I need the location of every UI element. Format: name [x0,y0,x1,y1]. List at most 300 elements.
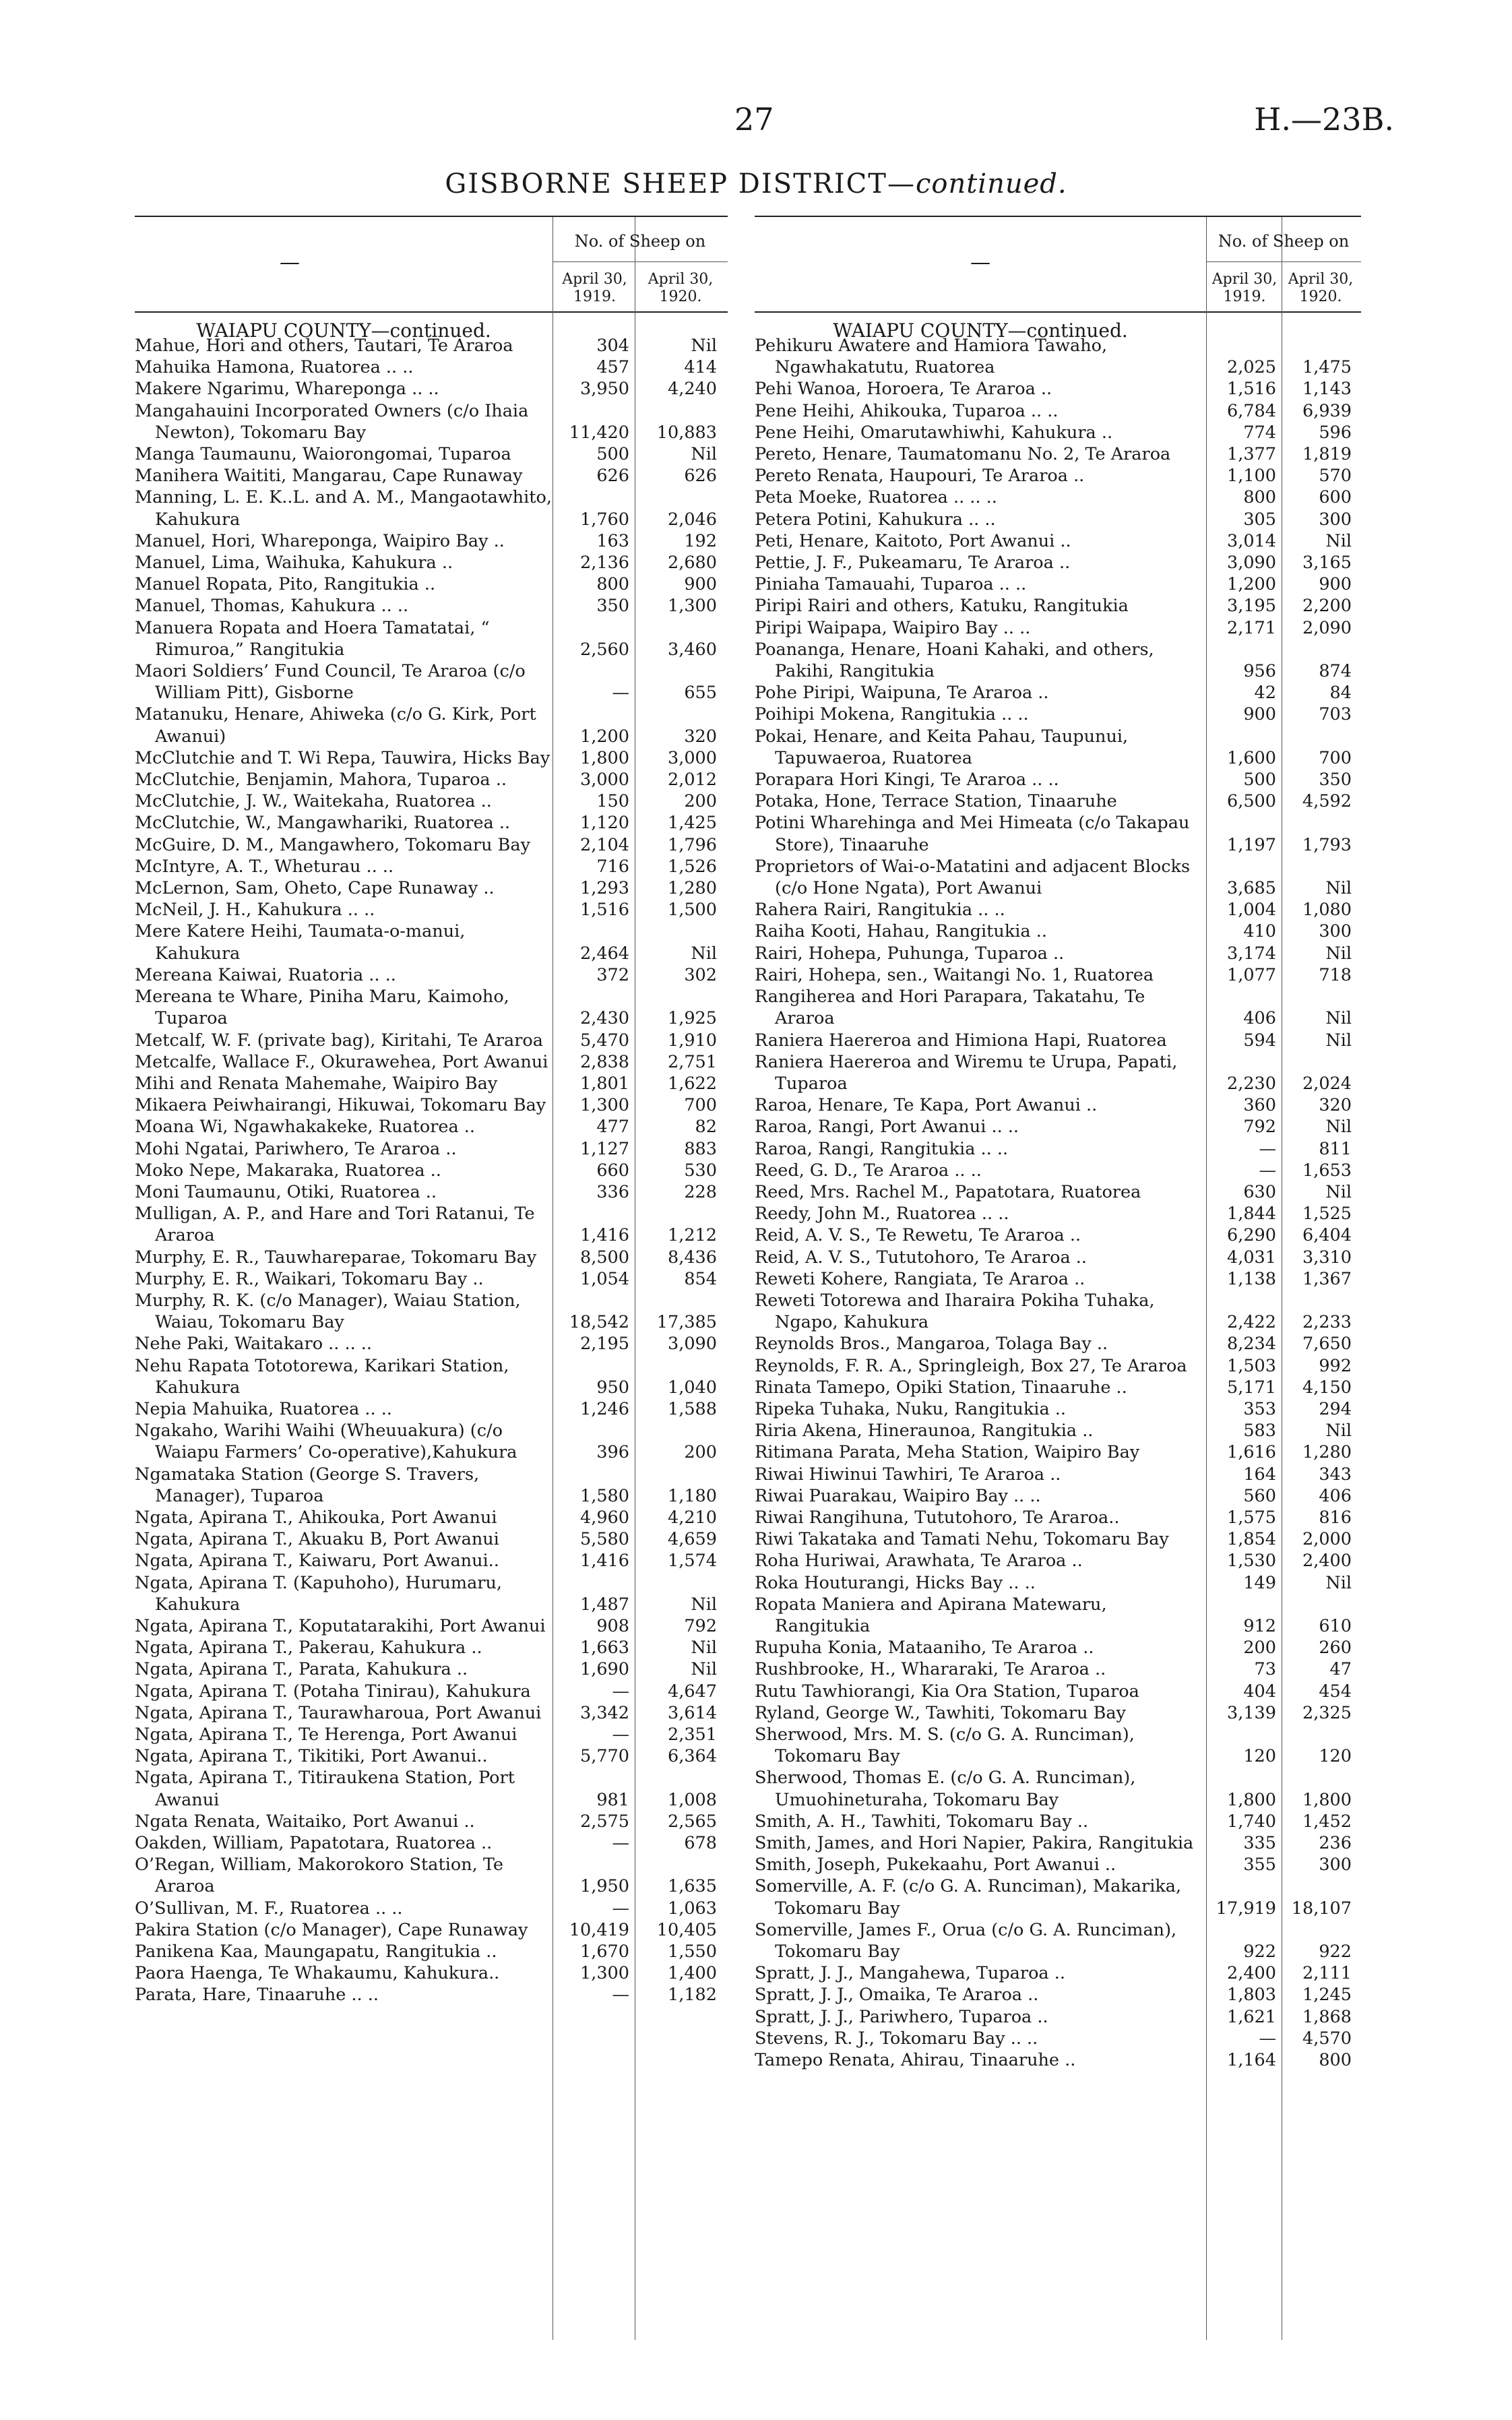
sheep-1920: 1,300 [667,596,717,617]
sheep-1919: 120 [1243,1746,1276,1767]
table-row [755,856,1361,899]
table-row [755,1919,1361,1962]
table-row [755,1377,1361,1398]
owner-entry: Raniera Haereroa and Himiona Hapi, Ruatorea [755,1030,1167,1051]
sheep-1919: 4,960 [579,1507,629,1528]
sheep-1920: 260 [1319,1638,1352,1658]
table-row [755,1181,1361,1203]
owner-entry: Oakden, William, Papatotara, Ruatorea .. [135,1833,493,1854]
sheep-1920: 84 [1329,683,1352,704]
sheep-1919: 1,844 [1226,1204,1276,1224]
sheep-1920: Nil [691,1659,717,1680]
sheep-1920: 1,280 [667,878,717,899]
owner-entry: Pohe Piripi, Waipuna, Te Araroa .. [755,683,1049,704]
sheep-1920: 4,659 [667,1529,717,1550]
table-row [135,1247,728,1268]
sheep-1920: 1,525 [1302,1204,1352,1224]
owner-entry: McClutchie and T. Wi Repa, Tauwira, Hicks Bay [135,747,550,768]
sheep-1919: 404 [1243,1681,1276,1702]
owner-entry: Riwai Hiwinui Tawhiri, Te Araroa .. [755,1464,1061,1485]
table-row [135,1702,728,1724]
owner-entry: Ngata, Apirana T., Taurawharoua, Port Awanui [135,1702,542,1723]
owner-entry: Spratt, J. J., Mangahewa, Tuparoa .. [755,1963,1065,1984]
owner-entry: McIntyre, A. T., Wheturau .. .. [135,856,394,877]
sheep-1919: 18,542 [569,1312,629,1333]
sheep-1919: 6,290 [1226,1225,1276,1246]
owner-entry: Reynolds, F. R. A., Springleigh, Box 27, Te Araroa [755,1355,1187,1376]
sheep-1919: — [1259,1160,1276,1181]
table-row [755,530,1361,552]
sheep-1919: 5,470 [579,1030,629,1051]
sheep-1919: — [1259,1138,1276,1159]
table-row [755,704,1361,725]
sheep-1920: 10,883 [656,422,717,443]
sheep-1920: 800 [1319,2050,1352,2071]
table-row [135,964,728,986]
sheep-1920: Nil [691,444,717,465]
sheep-1920: 2,351 [667,1725,717,1745]
sheep-1920: 703 [1319,704,1352,725]
sheep-1919: 1,690 [579,1659,629,1680]
table-row [135,1355,728,1398]
sheep-1919: 11,420 [569,422,629,443]
sheep-1919: 372 [596,964,629,985]
sheep-1920: 120 [1319,1746,1352,1767]
table-row [755,509,1361,530]
table-row [135,1116,728,1138]
table-row [755,1875,1361,1919]
owner-entry: Riwi Takataka and Tamati Nehu, Tokomaru Bay [755,1529,1169,1550]
owner-entry: Manuel Ropata, Pito, Rangitukia .. [135,574,436,595]
sheep-1919: 3,950 [579,379,629,400]
sheep-1919: 560 [1243,1485,1276,1506]
table-row [135,747,728,769]
sheep-1920: 47 [1329,1659,1352,1680]
owner-entry: Pehi Wanoa, Horoera, Te Araroa .. [755,379,1052,400]
sheep-1920: 1,910 [667,1030,717,1051]
sheep-1919: 355 [1243,1855,1276,1875]
table-row [135,834,728,856]
owner-entry: Paora Haenga, Te Whakaumu, Kahukura.. [135,1963,500,1984]
table-row [755,986,1361,1029]
table-row [755,682,1361,704]
table-row [135,1832,728,1854]
table-row [135,617,728,660]
sheep-1919: 17,919 [1216,1898,1276,1919]
sheep-1920: 874 [1319,661,1352,682]
sheep-1920: 1,588 [667,1398,717,1419]
sheep-1920: 718 [1319,964,1352,985]
owner-entry: Piripi Rairi and others, Katuku, Rangitukia [755,596,1129,617]
sheep-1919: 2,560 [579,639,629,660]
table-row [135,530,728,552]
sheep-1919: 1,503 [1226,1355,1276,1376]
sheep-1919: 335 [1243,1833,1276,1854]
sheep-1919: 304 [596,336,629,356]
sheep-1919: 149 [1243,1572,1276,1593]
sheep-1919: 1,377 [1226,444,1276,465]
owner-entry: O’Sullivan, M. F., Ruatorea .. .. [135,1898,403,1919]
table-row [755,1681,1361,1702]
sheep-1920: 1,245 [1302,1985,1352,2006]
sheep-1919: 2,171 [1226,617,1276,638]
sheep-1919: 792 [1243,1117,1276,1138]
owner-entry: Reed, Mrs. Rachel M., Papatotara, Ruatorea [755,1181,1141,1202]
owner-entry: McClutchie, W., Mangawhariki, Ruatorea .. [135,813,511,834]
table-row [135,1528,728,1550]
owner-entry: Pereto Renata, Haupouri, Te Araroa .. [755,466,1085,487]
sheep-1920: 4,647 [667,1681,717,1702]
table-row [135,356,728,378]
sheep-1920: 700 [684,1095,717,1116]
sheep-1920: 596 [1319,422,1352,443]
owner-entry: Riwai Puarakau, Waipiro Bay .. .. [755,1485,1041,1506]
sheep-1919: 163 [596,530,629,551]
sheep-1920: Nil [1325,1421,1352,1441]
owner-entry: O’Regan, William, Makorokoro Station, Te Araroa [135,1855,503,1897]
table-row [135,1203,728,1246]
table-row [755,1702,1361,1724]
sheep-1920: 10,405 [656,1919,717,1940]
sheep-1920: 1,180 [667,1485,717,1506]
sheep-1920: 1,800 [1302,1789,1352,1810]
right-header-col2: April 30, 1920. [1288,271,1354,305]
sheep-1919: 1,800 [1226,1789,1276,1810]
sheep-1919: 5,580 [579,1529,629,1550]
sheep-1920: 300 [1319,1855,1352,1875]
owner-entry: Raroa, Henare, Te Kapa, Port Awanui .. [755,1095,1098,1116]
sheep-1920: 900 [1319,574,1352,595]
table-row [135,1962,728,1984]
title-suffix: continued. [915,168,1067,199]
sheep-1920: 2,233 [1302,1312,1352,1333]
sheep-1920: 4,240 [667,379,717,400]
sheep-1920: 2,046 [667,509,717,530]
owner-entry: Pene Heihi, Omarutawhiwhi, Kahukura .. [755,422,1113,443]
sheep-1919: 1,416 [579,1225,629,1246]
sheep-1919: 956 [1243,661,1276,682]
sheep-1920: 1,367 [1302,1268,1352,1289]
sheep-1919: 10,419 [569,1919,629,1940]
sheep-1920: 414 [684,357,717,378]
sheep-1920: 300 [1319,921,1352,942]
sheep-1919: 1,200 [1226,574,1276,595]
sheep-1920: 192 [684,530,717,551]
sheep-1920: 18,107 [1291,1898,1352,1919]
owner-entry: Raroa, Rangi, Rangitukia .. .. [755,1138,1009,1159]
owner-entry: McClutchie, J. W., Waitekaha, Ruatorea .. [135,791,492,812]
sheep-1919: 2,430 [579,1008,629,1029]
sheep-1920: 1,280 [1302,1442,1352,1463]
sheep-1919: 2,230 [1226,1073,1276,1094]
sheep-1920: 4,210 [667,1507,717,1528]
sheep-1920: 816 [1319,1507,1352,1528]
table-row [135,1160,728,1181]
sheep-1919: 2,195 [579,1334,629,1355]
sheep-1920: 82 [695,1117,717,1138]
owner-entry: Riria Akena, Hineraunoa, Rangitukia .. [755,1421,1094,1441]
owner-entry: Nepia Mahuika, Ruatorea .. .. [135,1398,392,1419]
sheep-1919: 500 [596,444,629,465]
right-header-group: No. of Sheep on [1218,232,1350,251]
owner-entry: Roka Houturangi, Hicks Bay .. .. [755,1572,1036,1593]
left-header-group: No. of Sheep on [574,232,706,251]
sheep-1919: 6,500 [1226,791,1276,812]
table-row [135,856,728,877]
owner-entry: Ritimana Parata, Meha Station, Waipiro Bay [755,1442,1140,1463]
table-row [135,790,728,812]
sheep-1919: 1,100 [1226,466,1276,487]
left-rows [135,335,728,2006]
table-row [135,812,728,834]
table-row [135,1898,728,1919]
owner-entry: Rupuha Konia, Mataaniho, Te Araroa .. [755,1638,1094,1658]
sheep-1919: 1,138 [1226,1268,1276,1289]
owner-entry: Raiha Kooti, Hahau, Rangitukia .. [755,921,1047,942]
table-row [755,1485,1361,1507]
sheep-1920: Nil [1325,1117,1352,1138]
sheep-1920: 294 [1319,1398,1352,1419]
sheep-1919: 396 [596,1442,629,1463]
sheep-1919: 950 [596,1377,629,1398]
sheep-1920: 1,793 [1302,834,1352,855]
sheep-1920: 1,819 [1302,444,1352,465]
sheep-1920: 610 [1319,1615,1352,1636]
sheep-1919: 3,139 [1226,1702,1276,1723]
sheep-1920: 300 [1319,509,1352,530]
sheep-1920: 678 [684,1833,717,1854]
table-row [755,2028,1361,2049]
table-row [135,595,728,617]
sheep-1919: 1,950 [579,1876,629,1897]
sheep-1920: 454 [1319,1681,1352,1702]
sheep-1919: 4,031 [1226,1247,1276,1268]
owner-entry: Pene Heihi, Ahikouka, Tuparoa .. .. [755,400,1059,421]
table-row [755,422,1361,443]
sheep-1919: 912 [1243,1615,1276,1636]
sheep-1919: 1,800 [579,747,629,768]
sheep-1920: Nil [1325,1030,1352,1051]
owner-entry: Reweti Totorewa and Iharaira Pokiha Tuhaka, Ngapo, Kahukura [755,1290,1155,1333]
sheep-1919: — [1259,2028,1276,2049]
owner-entry: McGuire, D. M., Mangawhero, Tokomaru Bay [135,834,530,855]
owner-entry: Raroa, Rangi, Port Awanui .. .. [755,1117,1019,1138]
table-row [755,1962,1361,1984]
table-row [135,1333,728,1355]
sheep-1920: Nil [1325,943,1352,964]
sheep-1920: Nil [691,943,717,964]
page-title [0,168,1512,199]
sheep-1920: 1,425 [667,813,717,834]
left-table [135,216,728,2340]
table-row [755,921,1361,942]
table-row [755,639,1361,682]
sheep-1919: — [612,683,629,704]
sheep-1919: 3,000 [579,770,629,790]
owner-entry: Metcalf, W. F. (private bag), Kiritahi, Te Araroa [135,1030,543,1051]
table-row [755,1268,1361,1290]
right-table [755,216,1361,2340]
table-row [135,1550,728,1572]
sheep-1919: 2,838 [579,1051,629,1072]
owner-entry: Makere Ngarimu, Whareponga .. .. [135,379,439,400]
sheep-1920: 320 [684,726,717,747]
table-row [135,1745,728,1767]
table-row [755,1811,1361,1832]
owner-entry: Ryland, George W., Tawhiti, Tokomaru Bay [755,1702,1126,1723]
sheep-1919: — [612,1833,629,1854]
table-row [135,487,728,530]
sheep-1919: 8,500 [579,1247,629,1268]
owner-entry: Ngakaho, Warihi Waihi (Wheuuakura) (c/o Waiapu Farmers’ Co-operative),Kahukura [135,1421,517,1463]
owner-entry: Matanuku, Henare, Ahiweka (c/o G. Kirk, Port Awanui) [135,704,536,747]
owner-entry: Ngata, Apirana T., Koputatarakihi, Port Awanui [135,1615,546,1636]
sheep-1920: 530 [684,1160,717,1181]
owner-entry: Murphy, E. R., Tauwhareparae, Tokomaru Bay [135,1247,537,1268]
sheep-1920: 570 [1319,466,1352,487]
table-row [755,465,1361,487]
sheep-1919: 583 [1243,1421,1276,1441]
owner-entry: Rangiherea and Hori Parapara, Takatahu, Te Araroa [755,987,1145,1029]
sheep-1920: 2,565 [667,1811,717,1832]
table-row [755,1203,1361,1224]
owner-entry: Peta Moeke, Ruatorea .. .. .. [755,487,997,508]
owner-entry: Smith, Joseph, Pukekaahu, Port Awanui .. [755,1855,1116,1875]
table-row [755,769,1361,790]
sheep-1920: 7,650 [1302,1334,1352,1355]
table-row [135,1572,728,1615]
sheep-1920: 302 [684,964,717,985]
sheep-1919: 73 [1254,1659,1276,1680]
sheep-1919: 1,197 [1226,834,1276,855]
sheep-1919: 716 [596,856,629,877]
sheep-1919: 3,195 [1226,596,1276,617]
owner-entry: Reid, A. V. S., Te Rewetu, Te Araroa .. [755,1225,1081,1246]
table-row [755,2049,1361,2071]
table-row [135,1464,728,1507]
owner-entry: Mereana te Whare, Piniha Maru, Kaimoho, Tuparoa [135,987,509,1029]
table-row [755,443,1361,465]
sheep-1919: 1,300 [579,1963,629,1984]
table-row [135,1658,728,1680]
sheep-1920: 1,653 [1302,1160,1352,1181]
sheep-1920: 3,614 [667,1702,717,1723]
sheep-1919: 1,293 [579,878,629,899]
sheep-1919: 594 [1243,1030,1276,1051]
table-row [755,1398,1361,1420]
table-row [755,1160,1361,1181]
sheep-1920: 600 [1319,487,1352,508]
owner-entry: Moko Nepe, Makaraka, Ruatorea .. [135,1160,441,1181]
sheep-1919: 410 [1243,921,1276,942]
sheep-1920: 2,400 [1302,1551,1352,1572]
sheep-1919: 477 [596,1117,629,1138]
owner-entry: Mihi and Renata Mahemahe, Waipiro Bay [135,1073,498,1094]
sheep-1919: 2,575 [579,1811,629,1832]
table-row [135,1811,728,1832]
table-row [755,1247,1361,1268]
sheep-1920: 343 [1319,1464,1352,1485]
sheep-1919: 3,090 [1226,553,1276,573]
sheep-1920: 700 [1319,747,1352,768]
sheep-1919: 350 [596,596,629,617]
sheep-1919: 981 [596,1789,629,1810]
sheep-1920: 4,570 [1302,2028,1352,2049]
owner-entry: Pokai, Henare, and Keita Pahau, Taupunui, Tapuwaeroa, Ruatorea [755,726,1129,768]
owner-entry: Somerville, James F., Orua (c/o G. A. Runciman), Tokomaru Bay [755,1919,1177,1962]
sheep-1920: 1,008 [667,1789,717,1810]
table-row [135,1290,728,1333]
sheep-1920: 1,182 [667,1985,717,2006]
owner-entry: Mohi Ngatai, Pariwhero, Te Araroa .. [135,1138,457,1159]
table-row [135,1398,728,1420]
sheep-1919: 1,120 [579,813,629,834]
table-row [135,1984,728,2006]
right-table-header [755,217,1361,313]
sheep-1919: — [612,1681,629,1702]
table-row [755,552,1361,573]
sheep-1920: 8,436 [667,1247,717,1268]
table-row [755,1333,1361,1355]
sheep-1920: 1,574 [667,1551,717,1572]
table-row [135,1073,728,1094]
owner-entry: Spratt, J. J., Omaika, Te Araroa .. [755,1985,1039,2006]
sheep-1919: 1,854 [1226,1529,1276,1550]
owner-entry: Reed, G. D., Te Araroa .. .. [755,1160,982,1181]
owner-entry: McNeil, J. H., Kahukura .. .. [135,900,375,921]
sheep-1919: 164 [1243,1464,1276,1485]
owner-entry: Reynolds Bros., Mangaroa, Tolaga Bay .. [755,1334,1108,1355]
sheep-1920: 406 [1319,1485,1352,1506]
sheep-1920: 1,500 [667,900,717,921]
sheep-1920: 1,868 [1302,2006,1352,2027]
sheep-1920: 2,012 [667,770,717,790]
table-row [755,487,1361,508]
table-row [755,1550,1361,1572]
sheep-1919: 150 [596,791,629,812]
sheep-1920: 1,925 [667,1008,717,1029]
right-header-col1: April 30, 1919. [1211,271,1278,305]
owner-entry: Mahuika Hamona, Ruatorea .. .. [135,357,414,378]
sheep-1920: 792 [684,1615,717,1636]
sheep-1920: 200 [684,1442,717,1463]
owner-entry: Mikaera Peiwhairangi, Hikuwai, Tokomaru Bay [135,1095,546,1116]
table-row [755,378,1361,400]
table-row [135,1637,728,1658]
table-row [135,465,728,487]
owner-entry: Manuel, Hori, Whareponga, Waipiro Bay .. [135,530,505,551]
table-row [755,1528,1361,1550]
sheep-1919: 1,530 [1226,1551,1276,1572]
sheep-1919: 500 [1243,770,1276,790]
table-row [135,1181,728,1203]
sheep-1919: 1,760 [579,509,629,530]
owner-entry: Ngata, Apirana T., Kaiwaru, Port Awanui.. [135,1551,499,1572]
owner-entry: Nehu Rapata Tototorewa, Karikari Station, Kahukura [135,1355,509,1398]
table-row [755,1594,1361,1637]
table-row [135,1420,728,1463]
table-row [755,1290,1361,1333]
table-row [135,1268,728,1290]
sheep-1920: 1,143 [1302,379,1352,400]
table-row [755,1138,1361,1160]
table-row [755,1441,1361,1463]
owner-entry: Reedy, John M., Ruatorea .. .. [755,1204,1009,1224]
owner-entry: Reweti Kohere, Rangiata, Te Araroa .. [755,1268,1085,1289]
sheep-1920: 1,622 [667,1073,717,1094]
owner-entry: Potaka, Hone, Terrace Station, Tinaaruhe [755,791,1117,812]
owner-entry: McClutchie, Benjamin, Mahora, Tuparoa .. [135,770,507,790]
